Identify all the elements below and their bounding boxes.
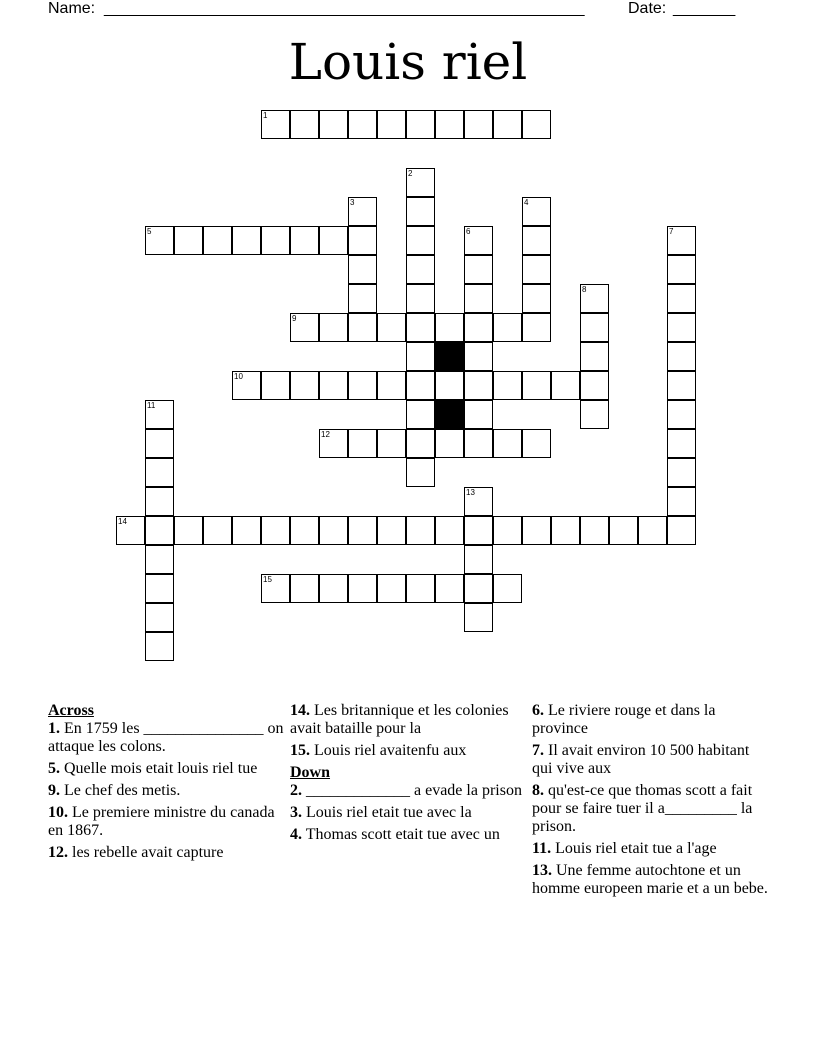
clue-number: 3	[350, 198, 355, 207]
clue-text: Quelle mois etait louis riel tue	[64, 760, 258, 777]
name-label: Name:	[48, 0, 96, 17]
clue-item	[532, 862, 768, 898]
clue-number: 6	[466, 227, 471, 236]
crossword-cell[interactable]	[290, 226, 319, 255]
crossword-cell[interactable]	[464, 516, 493, 545]
crossword-cell[interactable]	[348, 516, 377, 545]
clues-column-3	[532, 702, 768, 902]
crossword-cell[interactable]	[464, 226, 493, 255]
crossword-cell[interactable]	[435, 574, 464, 603]
crossword-cell[interactable]	[203, 226, 232, 255]
crossword-cell[interactable]	[493, 516, 522, 545]
crossword-cell[interactable]	[261, 516, 290, 545]
crossword-cell[interactable]	[406, 342, 435, 371]
crossword-cell[interactable]	[261, 371, 290, 400]
clue-number: 11	[147, 401, 156, 410]
black-square	[435, 342, 464, 371]
crossword-cell[interactable]	[406, 574, 435, 603]
crossword-cell[interactable]	[203, 516, 232, 545]
clue-item	[290, 742, 526, 760]
clue-item	[48, 760, 284, 778]
crossword-cell[interactable]	[522, 516, 551, 545]
across-heading: Across	[48, 702, 94, 719]
clue-number-label: 2.	[290, 782, 302, 799]
crossword-cell[interactable]	[522, 255, 551, 284]
crossword-cell[interactable]	[377, 429, 406, 458]
crossword-cell[interactable]	[580, 313, 609, 342]
crossword-cell[interactable]	[435, 371, 464, 400]
clue-text: Il avait environ 10 500 habitant qui vive aux	[532, 742, 750, 777]
clue-number-label: 12.	[48, 844, 68, 861]
black-square	[435, 400, 464, 429]
down-heading: Down	[290, 764, 331, 781]
clue-number-label: 3.	[290, 804, 302, 821]
crossword-cell[interactable]	[580, 284, 609, 313]
crossword-cell[interactable]	[464, 545, 493, 574]
clue-item	[532, 702, 768, 738]
crossword-cell[interactable]	[667, 458, 696, 487]
clue-number-label: 6.	[532, 702, 544, 719]
crossword-cell[interactable]	[464, 487, 493, 516]
crossword-cell[interactable]	[348, 574, 377, 603]
crossword-cell[interactable]	[145, 632, 174, 661]
clue-text: qu'est-ce que thomas scott a fait pour se faire tuer il a_________ la prison.	[532, 782, 753, 835]
crossword-cell[interactable]	[464, 429, 493, 458]
clue-text: les rebelle avait capture	[72, 844, 224, 861]
clue-number: 10	[234, 372, 243, 381]
crossword-cell[interactable]	[377, 574, 406, 603]
crossword-cell[interactable]	[377, 371, 406, 400]
crossword-cell[interactable]	[493, 429, 522, 458]
crossword-cell[interactable]	[377, 313, 406, 342]
clue-text: Le premiere ministre du canada en 1867.	[48, 804, 275, 839]
crossword-cell[interactable]	[464, 255, 493, 284]
crossword-cell[interactable]	[667, 400, 696, 429]
crossword-cell[interactable]	[464, 603, 493, 632]
crossword-cell[interactable]	[406, 400, 435, 429]
crossword-cell[interactable]	[145, 574, 174, 603]
crossword-cell[interactable]	[493, 110, 522, 139]
crossword-cell[interactable]	[667, 313, 696, 342]
clue-text: Louis riel etait tue a l'age	[555, 840, 717, 857]
crossword-cell[interactable]	[522, 429, 551, 458]
crossword-cell[interactable]	[522, 313, 551, 342]
crossword-cell[interactable]	[667, 284, 696, 313]
clue-number: 8	[582, 285, 587, 294]
crossword-cell[interactable]	[290, 371, 319, 400]
crossword-cell[interactable]	[174, 226, 203, 255]
crossword-cell[interactable]	[348, 371, 377, 400]
clue-item	[48, 720, 284, 756]
crossword-cell[interactable]	[406, 197, 435, 226]
crossword-cell[interactable]	[348, 284, 377, 313]
clue-number: 15	[263, 575, 272, 584]
clues-column-2	[290, 702, 526, 848]
clue-text: Le riviere rouge et dans la province	[532, 702, 716, 737]
crossword-cell[interactable]	[290, 313, 319, 342]
crossword-cell[interactable]	[667, 487, 696, 516]
crossword-cell[interactable]	[145, 545, 174, 574]
clue-number-label: 1.	[48, 720, 60, 737]
crossword-cell[interactable]	[406, 371, 435, 400]
clue-item	[48, 804, 284, 840]
crossword-cell[interactable]	[348, 110, 377, 139]
crossword-cell[interactable]	[522, 371, 551, 400]
crossword-cell[interactable]	[348, 255, 377, 284]
clue-number: 7	[669, 227, 674, 236]
crossword-cell[interactable]	[464, 284, 493, 313]
crossword-cell[interactable]	[609, 516, 638, 545]
crossword-cell[interactable]	[145, 400, 174, 429]
crossword-cell[interactable]	[319, 313, 348, 342]
crossword-cell[interactable]	[406, 429, 435, 458]
crossword-cell[interactable]	[377, 516, 406, 545]
crossword-cell[interactable]	[319, 110, 348, 139]
crossword-cell[interactable]	[464, 313, 493, 342]
clue-number: 9	[292, 314, 297, 323]
crossword-cell[interactable]	[145, 226, 174, 255]
clue-text: Les britannique et les colonies avait bataille pour la	[290, 702, 509, 737]
crossword-cell[interactable]	[406, 226, 435, 255]
crossword-cell[interactable]	[348, 226, 377, 255]
crossword-cell[interactable]	[667, 371, 696, 400]
clue-text: Louis riel avaitenfu aux	[314, 742, 467, 759]
crossword-cell[interactable]	[580, 371, 609, 400]
crossword-cell[interactable]	[667, 255, 696, 284]
crossword-cell[interactable]	[580, 516, 609, 545]
date-label: Date:	[628, 0, 667, 17]
clue-item	[290, 782, 526, 800]
clue-item	[290, 804, 526, 822]
crossword-cell[interactable]	[116, 516, 145, 545]
clue-text: Le chef des metis.	[64, 782, 181, 799]
clue-text: Une femme autochtone et un homme europeen marie et a un bebe.	[532, 862, 768, 897]
crossword-cell[interactable]	[319, 574, 348, 603]
clue-item	[532, 742, 768, 778]
clue-item	[290, 702, 526, 738]
clue-number-label: 13.	[532, 862, 552, 879]
crossword-cell[interactable]	[261, 226, 290, 255]
crossword-cell[interactable]	[493, 574, 522, 603]
clue-text: Thomas scott etait tue avec un	[305, 826, 500, 843]
crossword-cell[interactable]	[464, 574, 493, 603]
crossword-cell[interactable]	[667, 429, 696, 458]
crossword-cell[interactable]	[406, 110, 435, 139]
crossword-cell[interactable]	[406, 168, 435, 197]
crossword-cell[interactable]	[435, 516, 464, 545]
crossword-cell[interactable]	[232, 516, 261, 545]
clue-number: 13	[466, 488, 475, 497]
crossword-cell[interactable]	[261, 110, 290, 139]
date-field-line: _______	[673, 0, 736, 17]
crossword-cell[interactable]	[667, 342, 696, 371]
crossword-cell[interactable]	[145, 516, 174, 545]
crossword-cell[interactable]	[319, 226, 348, 255]
crossword-cell[interactable]	[174, 516, 203, 545]
crossword-cell[interactable]	[580, 342, 609, 371]
clue-number: 1	[263, 111, 268, 120]
crossword-cell[interactable]	[406, 313, 435, 342]
clue-number-label: 14.	[290, 702, 310, 719]
clue-number-label: 7.	[532, 742, 544, 759]
page-title: Louis riel	[288, 33, 528, 91]
crossword-cell[interactable]	[261, 574, 290, 603]
clue-number-label: 11.	[532, 840, 552, 857]
clue-item	[290, 826, 526, 844]
crossword-cell[interactable]	[406, 255, 435, 284]
crossword-cell[interactable]	[435, 110, 464, 139]
crossword-cell[interactable]	[464, 342, 493, 371]
crossword-cell[interactable]	[464, 371, 493, 400]
crossword-cell[interactable]	[667, 226, 696, 255]
crossword-cell[interactable]	[145, 458, 174, 487]
crossword-cell[interactable]	[551, 516, 580, 545]
crossword-cell[interactable]	[290, 516, 319, 545]
crossword-cell[interactable]	[348, 429, 377, 458]
crossword-cell[interactable]	[290, 574, 319, 603]
clue-text: _____________ a evade la prison	[306, 782, 522, 799]
crossword-cell[interactable]	[493, 371, 522, 400]
clue-number-label: 10.	[48, 804, 68, 821]
crossword-cell[interactable]	[377, 110, 406, 139]
crossword-cell[interactable]	[145, 603, 174, 632]
crossword-cell[interactable]	[406, 458, 435, 487]
clue-text: En 1759 les _______________ on attaque les colons.	[48, 720, 284, 755]
crossword-cell[interactable]	[464, 110, 493, 139]
crossword-cell[interactable]	[232, 371, 261, 400]
crossword-cell[interactable]	[522, 284, 551, 313]
clue-number-label: 15.	[290, 742, 310, 759]
clue-number: 4	[524, 198, 529, 207]
crossword-cell[interactable]	[522, 197, 551, 226]
clue-item	[532, 840, 768, 858]
crossword-cell[interactable]	[667, 516, 696, 545]
crossword-cell[interactable]	[522, 110, 551, 139]
clue-number: 12	[321, 430, 330, 439]
crossword-cell[interactable]	[319, 429, 348, 458]
crossword-cell[interactable]	[348, 197, 377, 226]
crossword-cell[interactable]	[435, 429, 464, 458]
crossword-cell[interactable]	[232, 226, 261, 255]
crossword-cell[interactable]	[580, 400, 609, 429]
crossword-cell[interactable]	[290, 110, 319, 139]
clue-number: 5	[147, 227, 152, 236]
clues-column-1	[48, 702, 284, 866]
crossword-cell[interactable]	[493, 313, 522, 342]
clue-number-label: 4.	[290, 826, 302, 843]
clue-item	[532, 782, 768, 836]
crossword-cell[interactable]	[638, 516, 667, 545]
clue-number-label: 8.	[532, 782, 544, 799]
name-field-line: ______________________________________________________	[104, 0, 585, 17]
clue-number: 14	[118, 517, 127, 526]
crossword-cell[interactable]	[406, 516, 435, 545]
clue-number-label: 5.	[48, 760, 60, 777]
crossword-cell[interactable]	[319, 371, 348, 400]
crossword-cell[interactable]	[145, 429, 174, 458]
crossword-cell[interactable]	[406, 284, 435, 313]
crossword-cell[interactable]	[145, 487, 174, 516]
crossword-cell[interactable]	[319, 516, 348, 545]
crossword-cell[interactable]	[551, 371, 580, 400]
clue-number: 2	[408, 169, 413, 178]
crossword-cell[interactable]	[522, 226, 551, 255]
clue-number-label: 9.	[48, 782, 60, 799]
clue-text: Louis riel etait tue avec la	[306, 804, 472, 821]
clue-item	[48, 782, 284, 800]
clue-item	[48, 844, 284, 862]
crossword-cell[interactable]	[435, 313, 464, 342]
crossword-cell[interactable]	[348, 313, 377, 342]
crossword-cell[interactable]	[464, 400, 493, 429]
